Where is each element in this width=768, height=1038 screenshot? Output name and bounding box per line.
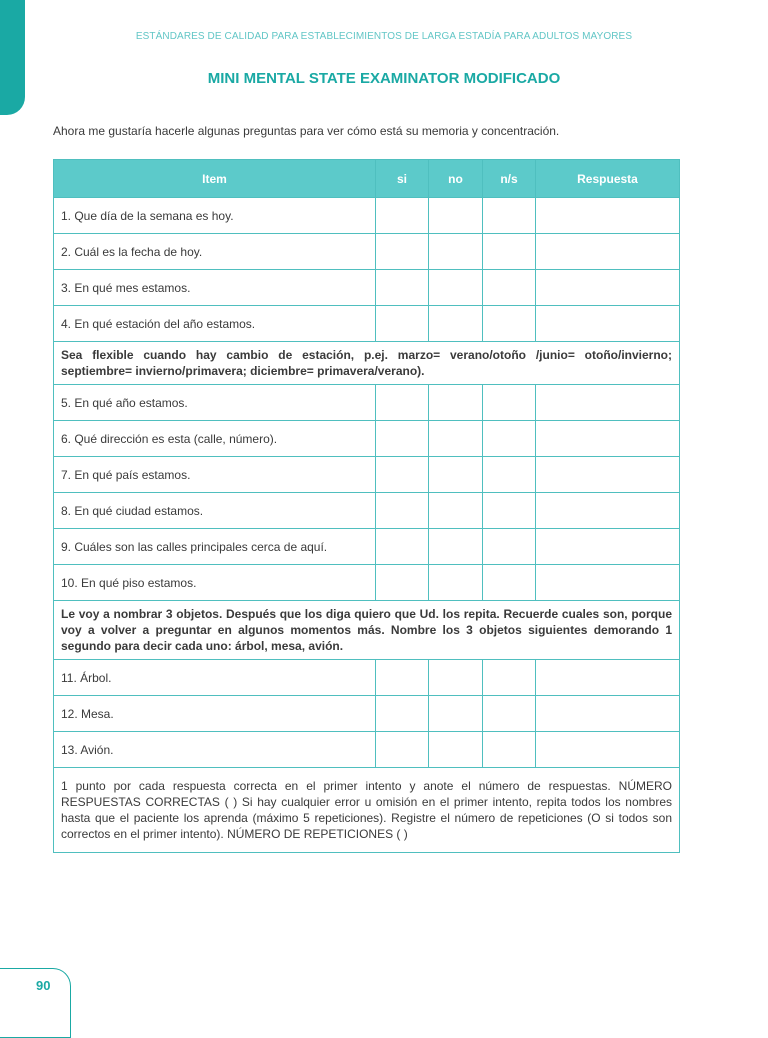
cell-no[interactable] xyxy=(429,457,483,493)
header-no: no xyxy=(429,160,483,198)
cell-respuesta[interactable] xyxy=(536,529,680,565)
cell-ns[interactable] xyxy=(483,457,536,493)
cell-si[interactable] xyxy=(376,385,429,421)
header-respuesta: Respuesta xyxy=(536,160,680,198)
corner-tab-decoration xyxy=(0,0,25,115)
cell-si[interactable] xyxy=(376,660,429,696)
cell-respuesta[interactable] xyxy=(536,660,680,696)
intro-text: Ahora me gustaría hacerle algunas preguntas para ver cómo está su memoria y concentración. xyxy=(53,124,560,138)
final-note-row xyxy=(54,768,680,853)
cell-si[interactable] xyxy=(376,565,429,601)
item-text: 6. Qué dirección es esta (calle, número). xyxy=(54,421,376,457)
page-title: MINI MENTAL STATE EXAMINATOR MODIFICADO xyxy=(207,70,561,87)
item-text: 2. Cuál es la fecha de hoy. xyxy=(54,234,376,270)
item-text: 4. En qué estación del año estamos. xyxy=(54,306,376,342)
cell-respuesta[interactable] xyxy=(536,565,680,601)
cell-ns[interactable] xyxy=(483,421,536,457)
item-text: 12. Mesa. xyxy=(54,696,376,732)
item-text: 1. Que día de la semana es hoy. xyxy=(54,198,376,234)
table-row xyxy=(54,385,680,421)
cell-ns[interactable] xyxy=(483,198,536,234)
scoring-note: 1 punto por cada respuesta correcta en el primer intento y anote el número de respuestas. NÚMERO RESPUESTAS CORRECTAS ( ) Si hay cualquier error u omisión en el primer intento, repita todos los nombres hasta que el paciente los aprenda (máximo 5 repeticiones). Registre el número de repeticiones (O si todos son correctos en el primer intento). NÚMERO DE REPETICIONES ( ) xyxy=(54,768,680,853)
cell-no[interactable] xyxy=(429,234,483,270)
cell-si[interactable] xyxy=(376,421,429,457)
cell-no[interactable] xyxy=(429,385,483,421)
item-text: 7. En qué país estamos. xyxy=(54,457,376,493)
cell-ns[interactable] xyxy=(483,732,536,768)
table-row xyxy=(54,732,680,768)
cell-no[interactable] xyxy=(429,493,483,529)
cell-no[interactable] xyxy=(429,421,483,457)
exam-table xyxy=(53,159,680,853)
cell-ns[interactable] xyxy=(483,696,536,732)
table-row xyxy=(54,198,680,234)
item-text: 8. En qué ciudad estamos. xyxy=(54,493,376,529)
cell-si[interactable] xyxy=(376,457,429,493)
item-text: 5. En qué año estamos. xyxy=(54,385,376,421)
item-text: 9. Cuáles son las calles principales cerca de aquí. xyxy=(54,529,376,565)
cell-ns[interactable] xyxy=(483,529,536,565)
item-text: 10. En qué piso estamos. xyxy=(54,565,376,601)
cell-respuesta[interactable] xyxy=(536,306,680,342)
header-si: si xyxy=(376,160,429,198)
cell-ns[interactable] xyxy=(483,234,536,270)
cell-no[interactable] xyxy=(429,696,483,732)
cell-si[interactable] xyxy=(376,306,429,342)
objects-note: Le voy a nombrar 3 objetos. Después que los diga quiero que Ud. los repita. Recuerde cuales son, porque voy a volver a preguntar en algunos momentos más. Nombre los 3 objetos siguientes demorando 1 segundo para decir cada uno: árbol, mesa, avión. xyxy=(54,601,680,660)
item-text: 11. Árbol. xyxy=(54,660,376,696)
cell-si[interactable] xyxy=(376,270,429,306)
cell-si[interactable] xyxy=(376,529,429,565)
table-row xyxy=(54,529,680,565)
table-row xyxy=(54,270,680,306)
table-row xyxy=(54,457,680,493)
item-text: 3. En qué mes estamos. xyxy=(54,270,376,306)
cell-respuesta[interactable] xyxy=(536,493,680,529)
cell-respuesta[interactable] xyxy=(536,385,680,421)
cell-respuesta[interactable] xyxy=(536,732,680,768)
cell-si[interactable] xyxy=(376,696,429,732)
table-row xyxy=(54,306,680,342)
cell-respuesta[interactable] xyxy=(536,198,680,234)
cell-no[interactable] xyxy=(429,565,483,601)
table-row xyxy=(54,493,680,529)
note-row xyxy=(54,342,680,385)
header-item: Item xyxy=(54,160,376,198)
cell-si[interactable] xyxy=(376,198,429,234)
table-row xyxy=(54,660,680,696)
cell-si[interactable] xyxy=(376,732,429,768)
cell-ns[interactable] xyxy=(483,385,536,421)
cell-respuesta[interactable] xyxy=(536,270,680,306)
page-number: 90 xyxy=(36,978,51,993)
table-row xyxy=(54,565,680,601)
cell-ns[interactable] xyxy=(483,270,536,306)
cell-no[interactable] xyxy=(429,529,483,565)
table-row xyxy=(54,421,680,457)
cell-no[interactable] xyxy=(429,306,483,342)
cell-respuesta[interactable] xyxy=(536,421,680,457)
cell-ns[interactable] xyxy=(483,306,536,342)
cell-no[interactable] xyxy=(429,732,483,768)
table-row xyxy=(54,234,680,270)
running-header: ESTÁNDARES DE CALIDAD PARA ESTABLECIMIENTOS DE LARGA ESTADÍA PARA ADULTOS MAYORES xyxy=(135,31,633,42)
item-text: 13. Avión. xyxy=(54,732,376,768)
cell-si[interactable] xyxy=(376,234,429,270)
cell-ns[interactable] xyxy=(483,565,536,601)
cell-no[interactable] xyxy=(429,198,483,234)
note-row xyxy=(54,601,680,660)
cell-respuesta[interactable] xyxy=(536,234,680,270)
season-note: Sea flexible cuando hay cambio de estación, p.ej. marzo= verano/otoño /junio= otoño/invierno; septiembre= invierno/primavera; diciembre= primavera/verano). xyxy=(54,342,680,385)
cell-respuesta[interactable] xyxy=(536,696,680,732)
cell-ns[interactable] xyxy=(483,493,536,529)
table-row xyxy=(54,696,680,732)
cell-no[interactable] xyxy=(429,270,483,306)
table-header-row xyxy=(54,160,680,198)
header-ns: n/s xyxy=(483,160,536,198)
cell-respuesta[interactable] xyxy=(536,457,680,493)
cell-si[interactable] xyxy=(376,493,429,529)
cell-ns[interactable] xyxy=(483,660,536,696)
cell-no[interactable] xyxy=(429,660,483,696)
